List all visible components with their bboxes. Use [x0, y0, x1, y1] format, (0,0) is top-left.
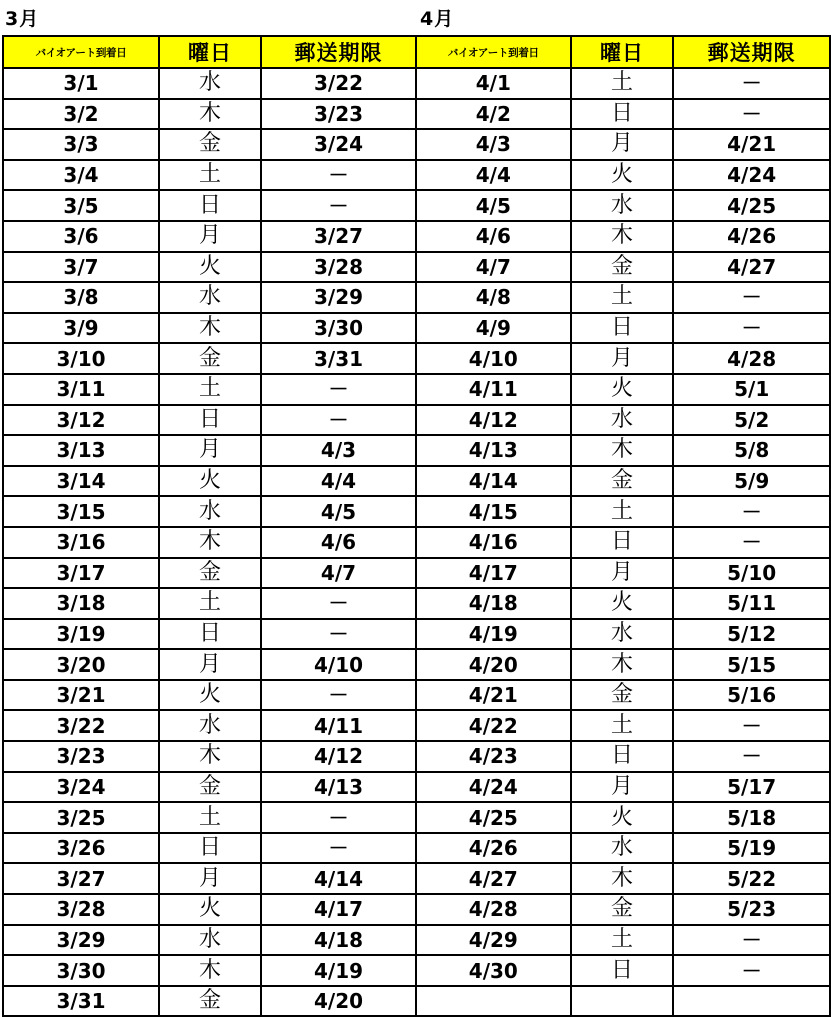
table-row: [416, 68, 830, 99]
weekday-cell: 月: [159, 221, 261, 252]
weekday-cell: 金: [159, 129, 261, 160]
weekday-cell: 日: [571, 527, 674, 558]
deadline-cell: －: [673, 313, 830, 344]
weekday-cell: 水: [571, 619, 674, 650]
deadline-cell: 3/28: [261, 252, 416, 283]
weekday-cell: 火: [571, 374, 674, 405]
arrival-date-cell: 3/15: [3, 496, 159, 527]
march-header-row: [3, 36, 416, 68]
deadline-cell: －: [261, 160, 416, 191]
table-row: [416, 925, 830, 956]
table-row: [3, 649, 416, 680]
weekday-cell: 月: [571, 129, 674, 160]
table-row: [3, 374, 416, 405]
deadline-cell: 4/5: [261, 496, 416, 527]
weekday-cell: 日: [571, 741, 674, 772]
weekday-cell: 土: [571, 925, 674, 956]
deadline-cell: 5/23: [673, 894, 830, 925]
weekday-cell: 木: [571, 863, 674, 894]
weekday-cell: 日: [571, 955, 674, 986]
arrival-date-cell: 3/11: [3, 374, 159, 405]
table-row: [3, 466, 416, 497]
weekday-cell: 金: [571, 680, 674, 711]
table-row: [416, 252, 830, 283]
deadline-cell: 4/10: [261, 649, 416, 680]
arrival-date-cell: 3/26: [3, 833, 159, 864]
arrival-date-cell: 4/22: [416, 710, 571, 741]
weekday-cell: 水: [159, 68, 261, 99]
arrival-date-cell: 3/14: [3, 466, 159, 497]
deadline-cell: 5/11: [673, 588, 830, 619]
weekday-cell: 火: [159, 894, 261, 925]
deadline-cell: 3/23: [261, 99, 416, 130]
table-row: [3, 863, 416, 894]
weekday-cell: 土: [159, 588, 261, 619]
table-row: [3, 986, 416, 1017]
deadline-cell: 5/8: [673, 435, 830, 466]
deadline-cell: 4/18: [261, 925, 416, 956]
table-row: [416, 99, 830, 130]
arrival-date-cell: 4/28: [416, 894, 571, 925]
arrival-date-cell: 4/13: [416, 435, 571, 466]
deadline-cell: 3/30: [261, 313, 416, 344]
table-row: [3, 833, 416, 864]
arrival-date-cell: 3/16: [3, 527, 159, 558]
weekday-cell: 金: [159, 772, 261, 803]
table-row: [3, 190, 416, 221]
table-row: [416, 313, 830, 344]
table-row: [416, 190, 830, 221]
deadline-cell: －: [261, 190, 416, 221]
weekday-cell: 日: [159, 619, 261, 650]
arrival-date-cell: 4/7: [416, 252, 571, 283]
arrival-date-cell: 4/20: [416, 649, 571, 680]
table-row: [416, 405, 830, 436]
arrival-date-cell: 3/12: [3, 405, 159, 436]
weekday-cell: 木: [571, 221, 674, 252]
deadline-cell: －: [261, 374, 416, 405]
table-row: [416, 282, 830, 313]
arrival-date-cell: 4/17: [416, 558, 571, 589]
deadline-cell: 4/12: [261, 741, 416, 772]
deadline-cell: 4/4: [261, 466, 416, 497]
table-row: [3, 619, 416, 650]
table-row: [3, 282, 416, 313]
table-row: [416, 619, 830, 650]
weekday-cell: 火: [571, 588, 674, 619]
table-row: [3, 741, 416, 772]
weekday-cell: 木: [159, 99, 261, 130]
weekday-cell: 水: [571, 190, 674, 221]
weekday-cell: 土: [159, 374, 261, 405]
deadline-cell: 5/18: [673, 802, 830, 833]
table-row: [416, 772, 830, 803]
arrival-date-cell: 4/3: [416, 129, 571, 160]
arrival-date-cell: 4/15: [416, 496, 571, 527]
arrival-date-cell: 3/9: [3, 313, 159, 344]
weekday-cell: 金: [159, 343, 261, 374]
deadline-cell: －: [673, 496, 830, 527]
table-row: [3, 343, 416, 374]
deadline-cell: 4/21: [673, 129, 830, 160]
weekday-cell: 火: [571, 160, 674, 191]
deadline-cell: 5/10: [673, 558, 830, 589]
arrival-date-cell: 4/26: [416, 833, 571, 864]
arrival-date-cell: 3/31: [3, 986, 159, 1017]
table-row: [416, 741, 830, 772]
weekday-cell: 水: [571, 405, 674, 436]
table-row: [416, 496, 830, 527]
table-row: [416, 863, 830, 894]
arrival-date-cell: 3/21: [3, 680, 159, 711]
table-row: [3, 925, 416, 956]
table-row: [416, 802, 830, 833]
table-row: [3, 496, 416, 527]
weekday-cell: 木: [159, 527, 261, 558]
arrival-date-cell: 3/6: [3, 221, 159, 252]
deadline-cell: －: [261, 405, 416, 436]
arrival-date-cell: 4/1: [416, 68, 571, 99]
arrival-date-cell: 4/23: [416, 741, 571, 772]
weekday-cell: 水: [571, 833, 674, 864]
april-arrival-header: バイオアート到着日: [416, 36, 571, 68]
arrival-date-cell: 3/22: [3, 710, 159, 741]
deadline-cell: 3/27: [261, 221, 416, 252]
table-row: [416, 710, 830, 741]
weekday-cell: 土: [571, 68, 674, 99]
deadline-cell: 5/16: [673, 680, 830, 711]
deadline-cell: 4/25: [673, 190, 830, 221]
march-arrival-header: バイオアート到着日: [3, 36, 159, 68]
weekday-cell: 月: [571, 772, 674, 803]
arrival-date-cell: 3/24: [3, 772, 159, 803]
deadline-cell: －: [673, 710, 830, 741]
table-row: [416, 129, 830, 160]
deadline-cell: 4/17: [261, 894, 416, 925]
table-row: [416, 955, 830, 986]
arrival-date-cell: 4/19: [416, 619, 571, 650]
table-row: [3, 558, 416, 589]
deadline-cell: －: [673, 955, 830, 986]
arrival-date-cell: 3/8: [3, 282, 159, 313]
arrival-date-cell: 3/17: [3, 558, 159, 589]
weekday-cell: 日: [159, 405, 261, 436]
deadline-cell: 5/9: [673, 466, 830, 497]
arrival-date-cell: 4/10: [416, 343, 571, 374]
weekday-cell: 木: [571, 435, 674, 466]
deadline-cell: －: [673, 925, 830, 956]
arrival-date-cell: 4/14: [416, 466, 571, 497]
weekday-cell: 月: [159, 435, 261, 466]
weekday-cell: 水: [159, 925, 261, 956]
deadline-cell: 4/19: [261, 955, 416, 986]
table-row: [3, 802, 416, 833]
weekday-cell: 月: [159, 863, 261, 894]
deadline-cell: 5/1: [673, 374, 830, 405]
deadline-cell: 4/3: [261, 435, 416, 466]
april-weekday-header: 曜日: [571, 36, 674, 68]
arrival-date-cell: 4/11: [416, 374, 571, 405]
deadline-cell: －: [673, 68, 830, 99]
weekday-cell: 土: [571, 496, 674, 527]
table-row: [3, 405, 416, 436]
deadline-cell: 5/22: [673, 863, 830, 894]
arrival-date-cell: 4/25: [416, 802, 571, 833]
weekday-cell: 日: [159, 190, 261, 221]
table-row: [3, 772, 416, 803]
arrival-date-cell: 4/12: [416, 405, 571, 436]
table-row: [3, 221, 416, 252]
april-title: 4月: [420, 8, 455, 30]
weekday-cell: 木: [571, 649, 674, 680]
table-row: [416, 833, 830, 864]
deadline-cell: 3/31: [261, 343, 416, 374]
weekday-cell: 日: [571, 99, 674, 130]
arrival-date-cell: 4/24: [416, 772, 571, 803]
deadline-cell: 4/26: [673, 221, 830, 252]
weekday-cell: 土: [159, 160, 261, 191]
march-weekday-header: 曜日: [159, 36, 261, 68]
deadline-cell: －: [261, 680, 416, 711]
table-row: [3, 435, 416, 466]
arrival-date-cell: 3/18: [3, 588, 159, 619]
arrival-date-cell: 4/2: [416, 99, 571, 130]
table-row: [3, 955, 416, 986]
weekday-cell: 金: [571, 466, 674, 497]
deadline-cell: 4/6: [261, 527, 416, 558]
deadline-cell: －: [673, 99, 830, 130]
weekday-cell: 金: [571, 894, 674, 925]
deadline-cell: 5/15: [673, 649, 830, 680]
arrival-date-cell: 4/8: [416, 282, 571, 313]
arrival-date-cell: 3/28: [3, 894, 159, 925]
table-row: [3, 894, 416, 925]
arrival-date-cell: 4/4: [416, 160, 571, 191]
arrival-date-cell: 4/6: [416, 221, 571, 252]
deadline-cell: 5/17: [673, 772, 830, 803]
deadline-cell: －: [261, 802, 416, 833]
arrival-date-cell: 3/23: [3, 741, 159, 772]
deadline-cell: 4/11: [261, 710, 416, 741]
deadline-cell: 5/19: [673, 833, 830, 864]
deadline-cell: 4/20: [261, 986, 416, 1017]
weekday-cell: 金: [571, 252, 674, 283]
arrival-date-cell: 3/10: [3, 343, 159, 374]
arrival-date-cell: 3/7: [3, 252, 159, 283]
weekday-cell: 火: [159, 680, 261, 711]
weekday-cell: 水: [159, 496, 261, 527]
arrival-date-cell: 3/3: [3, 129, 159, 160]
arrival-date-cell: 4/29: [416, 925, 571, 956]
table-row: [3, 680, 416, 711]
table-row: [3, 710, 416, 741]
arrival-date-cell: 3/30: [3, 955, 159, 986]
arrival-date-cell: 4/21: [416, 680, 571, 711]
table-row: [3, 313, 416, 344]
weekday-cell: 土: [571, 710, 674, 741]
table-row: [416, 343, 830, 374]
arrival-date-cell: 4/30: [416, 955, 571, 986]
table-row: [3, 129, 416, 160]
deadline-cell: 4/7: [261, 558, 416, 589]
table-row: [416, 986, 830, 1017]
arrival-date-cell: 4/5: [416, 190, 571, 221]
deadline-cell: 4/14: [261, 863, 416, 894]
table-row: [3, 252, 416, 283]
april-table: [415, 35, 831, 1017]
weekday-cell: 火: [159, 466, 261, 497]
arrival-date-cell: 3/29: [3, 925, 159, 956]
weekday-cell: 土: [159, 802, 261, 833]
arrival-date-cell: 3/5: [3, 190, 159, 221]
weekday-cell: 月: [571, 343, 674, 374]
arrival-date-cell: 4/27: [416, 863, 571, 894]
deadline-cell: 4/27: [673, 252, 830, 283]
deadline-cell: －: [673, 741, 830, 772]
weekday-cell: 日: [159, 833, 261, 864]
weekday-cell: 月: [571, 558, 674, 589]
deadline-cell: 4/13: [261, 772, 416, 803]
weekday-cell: 木: [159, 955, 261, 986]
weekday-cell: 木: [159, 741, 261, 772]
deadline-cell: 4/28: [673, 343, 830, 374]
deadline-cell: －: [261, 833, 416, 864]
arrival-date-cell: 3/20: [3, 649, 159, 680]
table-row: [416, 680, 830, 711]
table-row: [416, 649, 830, 680]
march-deadline-header: 郵送期限: [261, 36, 416, 68]
table-row: [416, 588, 830, 619]
arrival-date-cell: 3/25: [3, 802, 159, 833]
weekday-cell: 水: [159, 282, 261, 313]
deadline-cell: 3/29: [261, 282, 416, 313]
deadline-cell: 3/22: [261, 68, 416, 99]
weekday-cell: 金: [159, 558, 261, 589]
arrival-date-cell: 3/2: [3, 99, 159, 130]
table-row: [416, 558, 830, 589]
table-row: [416, 527, 830, 558]
deadline-cell: 5/12: [673, 619, 830, 650]
arrival-date-cell: 3/27: [3, 863, 159, 894]
weekday-cell: 月: [159, 649, 261, 680]
table-row: [3, 527, 416, 558]
weekday-cell: 金: [159, 986, 261, 1017]
deadline-cell: 5/2: [673, 405, 830, 436]
arrival-date-cell: 3/4: [3, 160, 159, 191]
weekday-cell: 火: [571, 802, 674, 833]
weekday-cell: 火: [159, 252, 261, 283]
arrival-date-cell: 4/16: [416, 527, 571, 558]
deadline-cell: －: [673, 527, 830, 558]
table-row: [3, 160, 416, 191]
arrival-date-cell: 3/1: [3, 68, 159, 99]
april-header-row: [416, 36, 830, 68]
arrival-date-cell: 4/9: [416, 313, 571, 344]
table-row: [3, 68, 416, 99]
weekday-cell: 土: [571, 282, 674, 313]
table-row: [3, 588, 416, 619]
deadline-cell: －: [261, 588, 416, 619]
march-table: [2, 35, 417, 1017]
deadline-cell: 3/24: [261, 129, 416, 160]
table-row: [416, 435, 830, 466]
deadline-cell: －: [261, 619, 416, 650]
weekday-cell: [571, 986, 674, 1017]
table-row: [416, 221, 830, 252]
table-row: [416, 374, 830, 405]
deadline-cell: 4/24: [673, 160, 830, 191]
march-title: 3月: [5, 8, 40, 30]
deadline-cell: －: [673, 282, 830, 313]
table-row: [416, 466, 830, 497]
weekday-cell: 日: [571, 313, 674, 344]
deadline-cell: [673, 986, 830, 1017]
table-row: [416, 160, 830, 191]
table-row: [3, 99, 416, 130]
weekday-cell: 水: [159, 710, 261, 741]
arrival-date-cell: 3/13: [3, 435, 159, 466]
weekday-cell: 木: [159, 313, 261, 344]
arrival-date-cell: [416, 986, 571, 1017]
arrival-date-cell: 3/19: [3, 619, 159, 650]
table-row: [416, 894, 830, 925]
april-deadline-header: 郵送期限: [673, 36, 830, 68]
arrival-date-cell: 4/18: [416, 588, 571, 619]
